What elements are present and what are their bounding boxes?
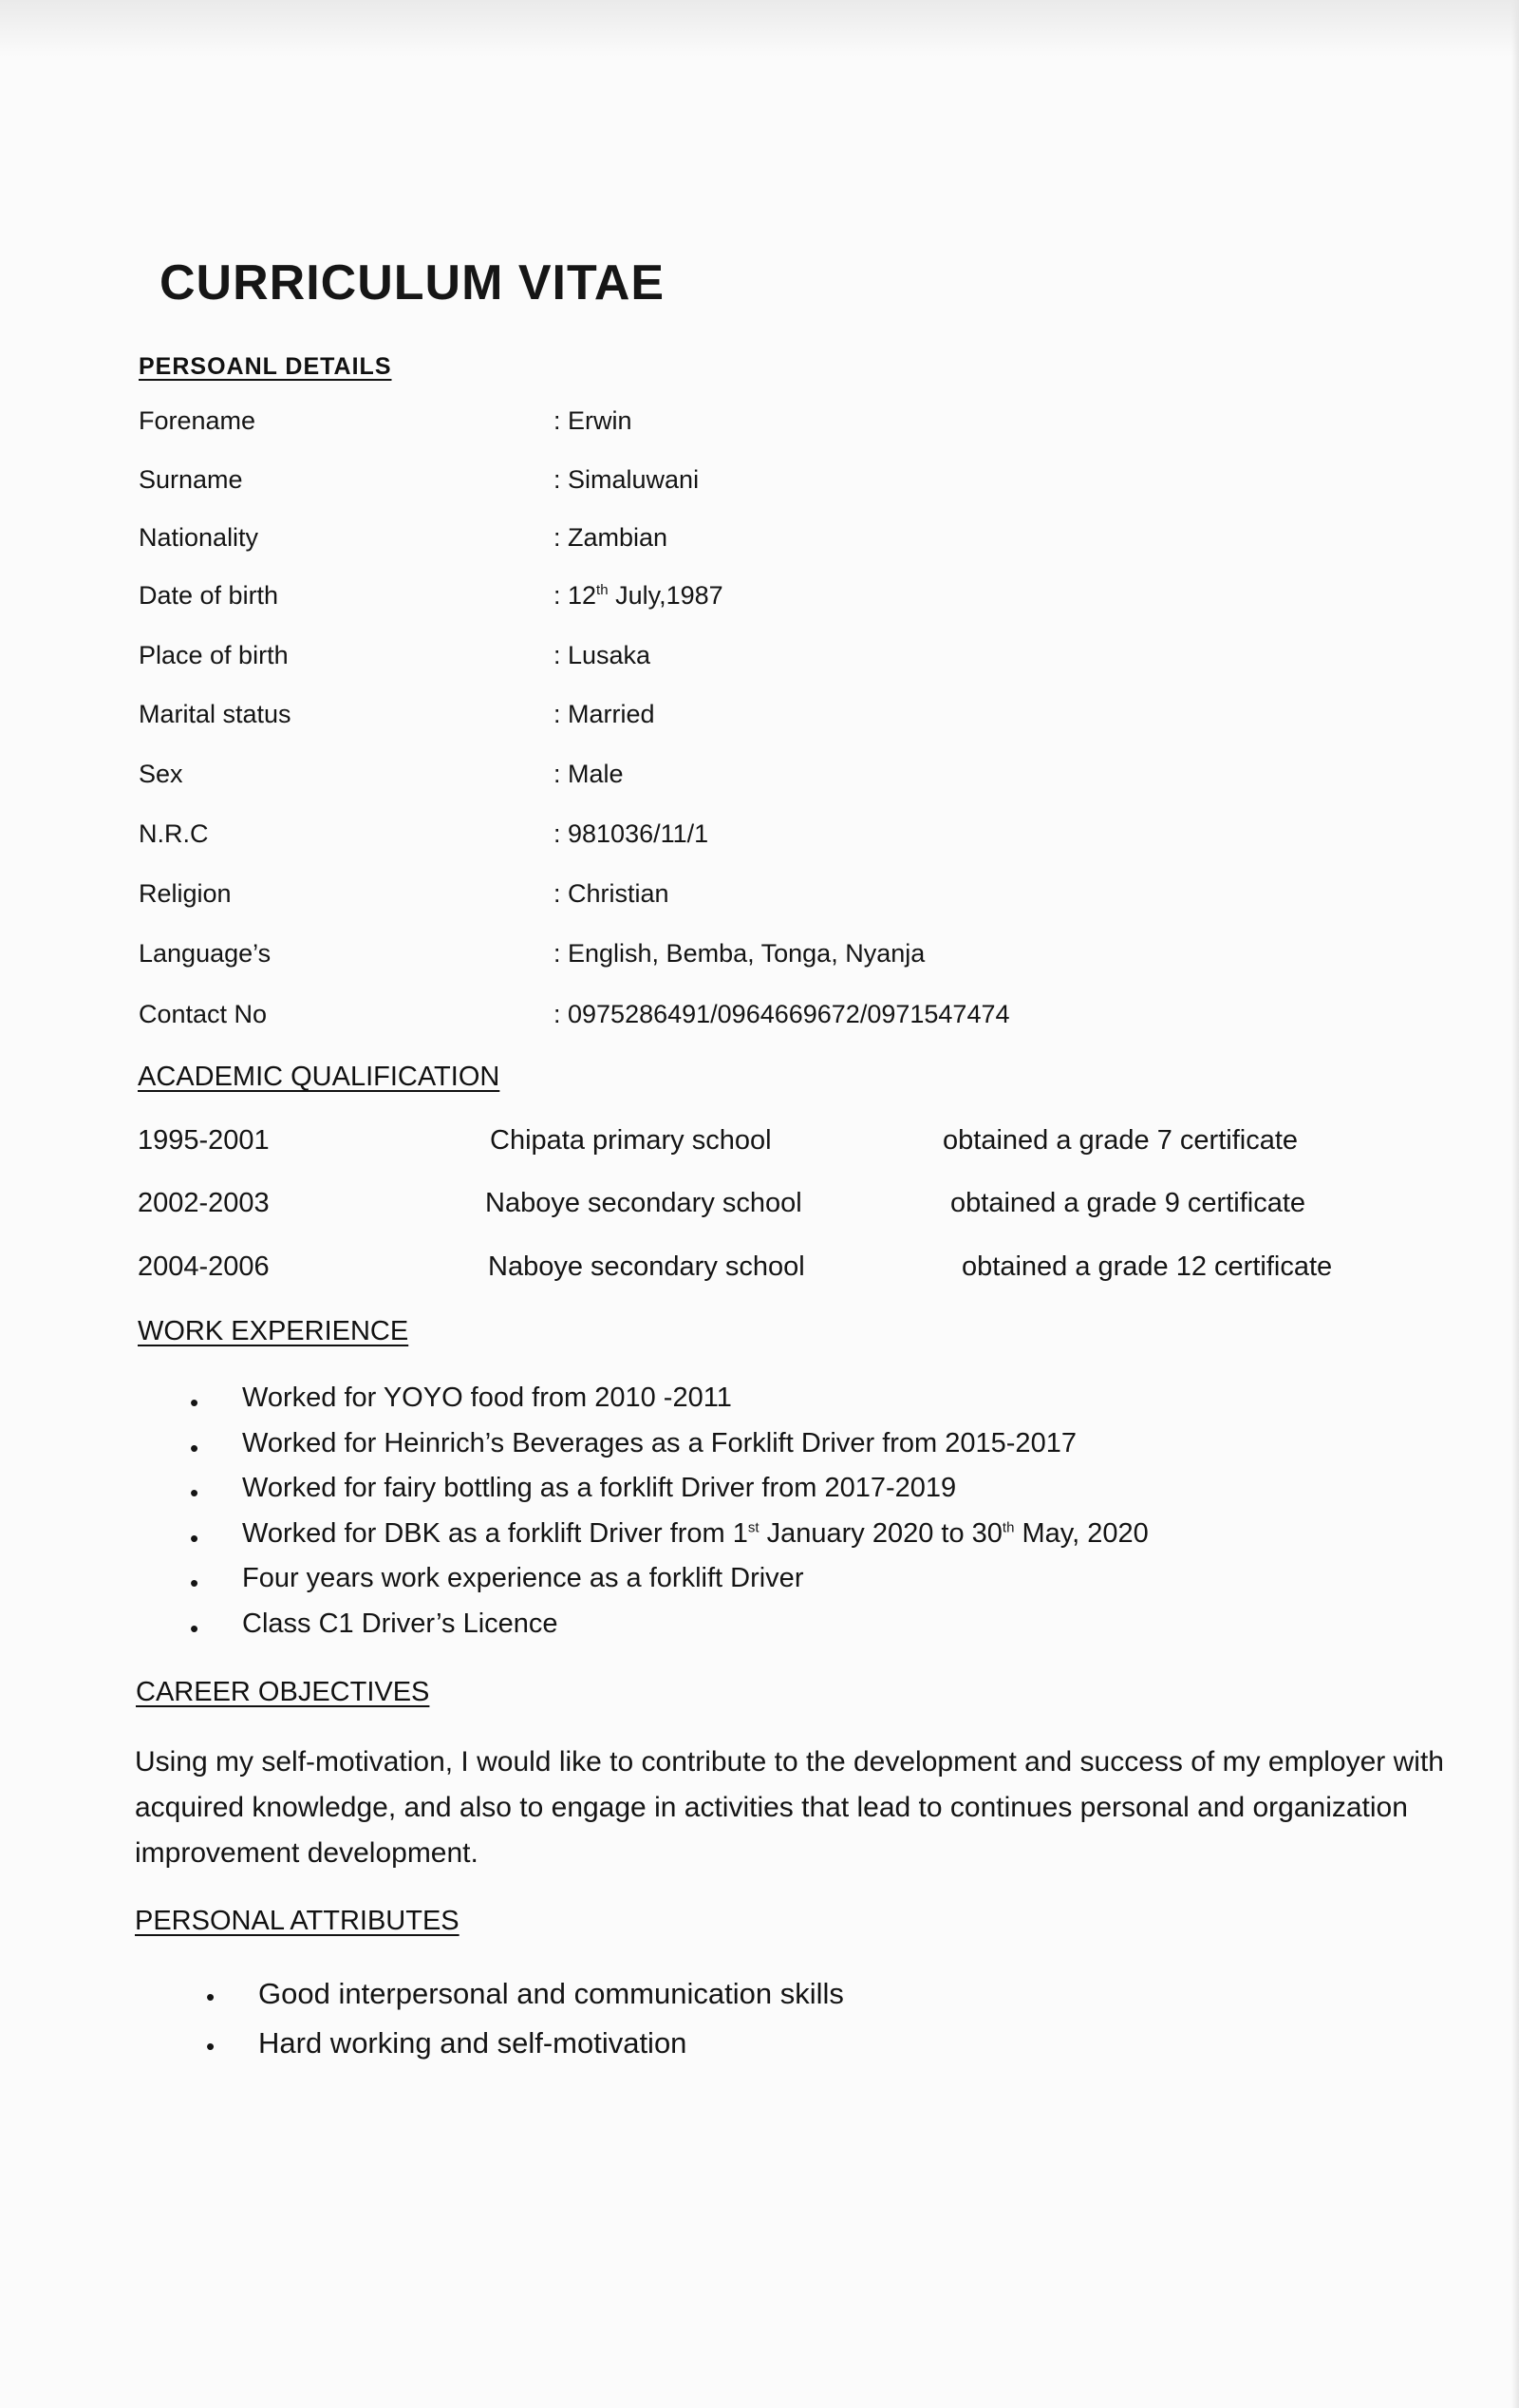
personal-row bbox=[0, 760, 1519, 798]
dbk-text-end: May, 2020 bbox=[1014, 1517, 1149, 1549]
personal-value: : Zambian bbox=[553, 523, 668, 552]
list-item bbox=[206, 2026, 1345, 2076]
work-item-text: Worked for fairy bottling as a forklift Driver from 2017-2019 bbox=[242, 1473, 957, 1503]
personal-row bbox=[0, 581, 1519, 619]
academic-row bbox=[0, 1188, 1519, 1226]
bullet-icon: • bbox=[206, 2032, 216, 2060]
bullet-icon: • bbox=[206, 1983, 216, 2011]
bullet-icon: • bbox=[190, 1388, 199, 1417]
academic-row bbox=[0, 1125, 1519, 1163]
personal-label: N.R.C bbox=[139, 819, 209, 848]
dob-rest: July,1987 bbox=[608, 581, 723, 610]
personal-details-heading: PERSOANL DETAILS bbox=[139, 353, 392, 380]
work-item-text: Worked for YOYO food from 2010 -2011 bbox=[242, 1383, 732, 1413]
work-experience-list bbox=[190, 1383, 1424, 1653]
personal-value: : English, Bemba, Tonga, Nyanja bbox=[553, 939, 926, 968]
personal-value: : Lusaka bbox=[553, 641, 651, 669]
academic-heading: ACADEMIC QUALIFICATION bbox=[138, 1062, 500, 1092]
work-item-text: Worked for Heinrich’s Beverages as a Forklift Driver from 2015-2017 bbox=[242, 1427, 1077, 1458]
academic-school: Naboye secondary school bbox=[485, 1188, 802, 1218]
academic-result: obtained a grade 9 certificate bbox=[950, 1188, 1306, 1218]
personal-value: : Married bbox=[553, 700, 655, 728]
personal-label: Place of birth bbox=[139, 641, 289, 669]
academic-result: obtained a grade 12 certificate bbox=[962, 1251, 1333, 1282]
personal-label: Sex bbox=[139, 760, 183, 788]
career-objectives-heading: CAREER OBJECTIVES bbox=[136, 1677, 430, 1707]
dbk-text-start: Worked for DBK as a forklift Driver from 1 bbox=[242, 1517, 748, 1549]
personal-attributes-list bbox=[206, 1977, 1345, 2076]
personal-label: Forename bbox=[139, 406, 256, 435]
academic-school: Naboye secondary school bbox=[488, 1251, 805, 1282]
personal-row bbox=[0, 523, 1519, 561]
personal-row bbox=[0, 879, 1519, 917]
academic-school: Chipata primary school bbox=[490, 1125, 772, 1156]
dbk-text-middle: January 2020 to 30 bbox=[759, 1517, 1003, 1549]
personal-row bbox=[0, 700, 1519, 738]
bullet-icon: • bbox=[190, 1569, 199, 1597]
academic-row bbox=[0, 1251, 1519, 1289]
list-item bbox=[190, 1383, 1424, 1428]
work-item-text: Four years work experience as a forklift Driver bbox=[242, 1563, 804, 1593]
dbk-day-suffix-1: st bbox=[747, 1518, 760, 1535]
list-item bbox=[206, 1977, 1345, 2026]
list-item bbox=[190, 1428, 1424, 1474]
dbk-day-suffix-2: th bbox=[1002, 1518, 1015, 1535]
personal-value: : Christian bbox=[553, 879, 669, 908]
work-item-text bbox=[242, 1518, 1149, 1550]
academic-years: 1995-2001 bbox=[138, 1125, 270, 1156]
attribute-text: Good interpersonal and communication skills bbox=[258, 1977, 844, 2010]
personal-label: Nationality bbox=[139, 523, 259, 552]
personal-value bbox=[553, 581, 723, 611]
personal-row bbox=[0, 939, 1519, 977]
academic-years: 2004-2006 bbox=[138, 1251, 270, 1282]
list-item bbox=[190, 1473, 1424, 1518]
personal-value: : Male bbox=[553, 760, 624, 788]
personal-row bbox=[0, 1000, 1519, 1038]
personal-value: : Erwin bbox=[553, 406, 632, 435]
bullet-icon: • bbox=[190, 1613, 199, 1643]
work-experience-heading: WORK EXPERIENCE bbox=[138, 1316, 409, 1346]
dob-day: : 12 bbox=[553, 581, 597, 610]
personal-value: : Simaluwani bbox=[553, 465, 700, 494]
personal-label: Surname bbox=[139, 465, 243, 494]
bullet-icon: • bbox=[190, 1523, 199, 1552]
work-item-text: Class C1 Driver’s Licence bbox=[242, 1608, 558, 1639]
dob-day-suffix: th bbox=[596, 582, 609, 598]
attribute-text: Hard working and self-motivation bbox=[258, 2026, 687, 2060]
career-objectives-text: Using my self-motivation, I would like to contribute to the development and success of my employer with acquired knowledge, and also to engage in activities that lead to continues personal and organization improvement development. bbox=[135, 1746, 1444, 1869]
personal-label: Language’s bbox=[139, 939, 272, 968]
personal-label: Contact No bbox=[139, 1000, 268, 1028]
bullet-icon: • bbox=[190, 1433, 199, 1462]
personal-label: Marital status bbox=[139, 700, 291, 728]
list-item bbox=[190, 1563, 1424, 1608]
academic-years: 2002-2003 bbox=[138, 1188, 270, 1218]
personal-row bbox=[0, 465, 1519, 503]
personal-attributes-heading: PERSONAL ATTRIBUTES bbox=[135, 1906, 459, 1936]
page-top-shadow bbox=[0, 0, 1519, 57]
personal-row bbox=[0, 641, 1519, 679]
list-item bbox=[190, 1608, 1424, 1654]
academic-result: obtained a grade 7 certificate bbox=[943, 1125, 1299, 1156]
personal-value: : 0975286491/0964669672/0971547474 bbox=[553, 1000, 1010, 1028]
document-title: CURRICULUM VITAE bbox=[159, 255, 666, 310]
personal-label: Date of birth bbox=[139, 581, 279, 610]
list-item bbox=[190, 1518, 1424, 1564]
personal-value: : 981036/11/1 bbox=[553, 819, 709, 848]
bullet-icon: • bbox=[190, 1478, 199, 1507]
personal-label: Religion bbox=[139, 879, 232, 908]
personal-row bbox=[0, 819, 1519, 857]
personal-row bbox=[0, 406, 1519, 444]
